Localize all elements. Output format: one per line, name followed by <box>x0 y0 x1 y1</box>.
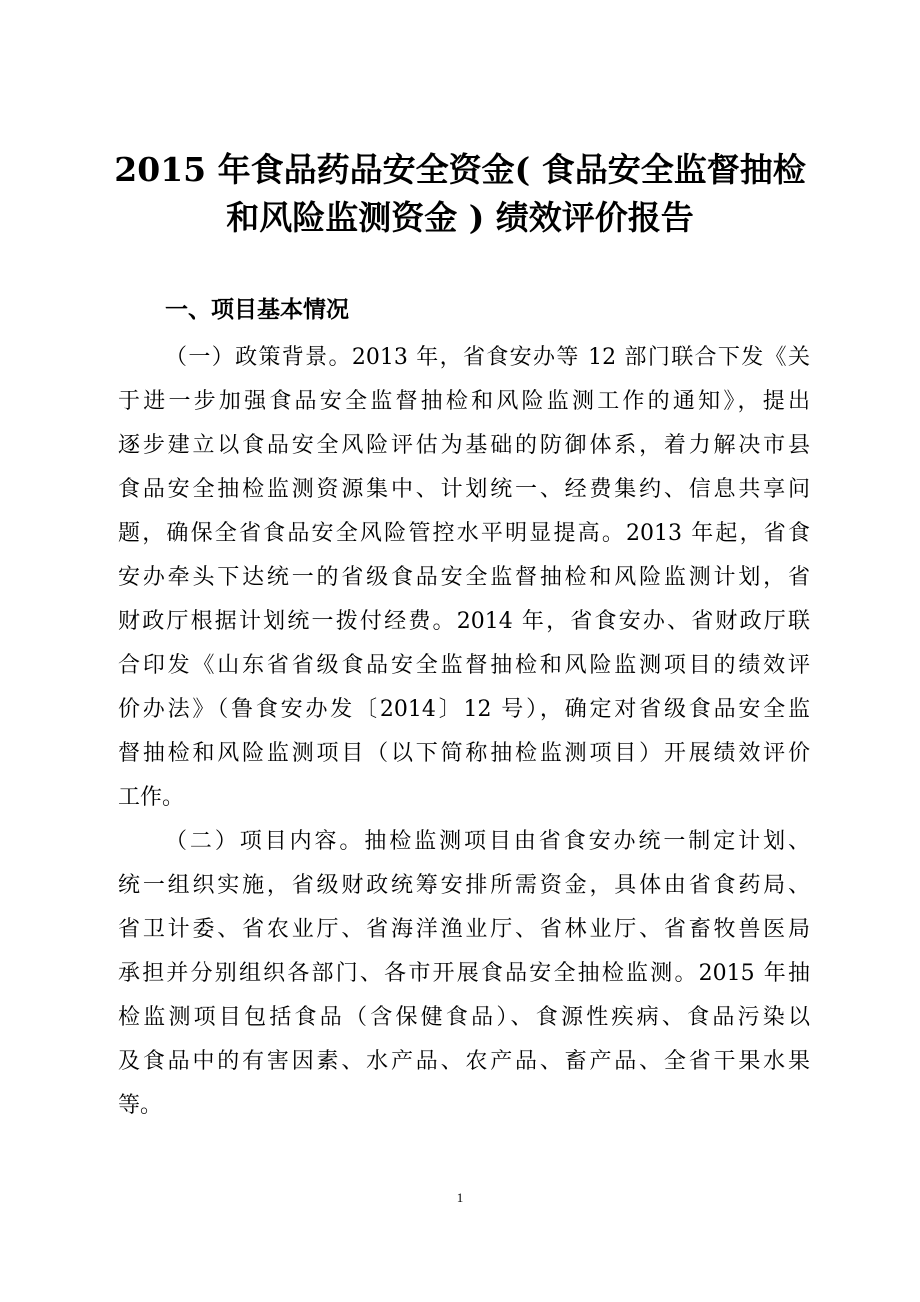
paragraph-2-line: 等。 <box>118 1093 163 1118</box>
document-title-line-2: 和风险监测资金 ) 绩效评价报告 <box>226 198 694 237</box>
paragraph-1-line: 工作。 <box>118 785 185 810</box>
paragraph-2-line: 承担并分别组织各部门、各市开展食品安全抽检监测。2015 年抽 <box>118 961 810 986</box>
paragraph-2-line: （二）项目内容。抽检监测项目由省食安办统一制定计划、 <box>165 829 810 854</box>
document-title-line-1: 2015 年食品药品安全资金( 食品安全监督抽检 <box>114 150 806 189</box>
page-number: 1 <box>456 1190 464 1205</box>
paragraph-1-line: 于进一步加强食品安全监督抽检和风险监测工作的通知》，提出 <box>118 389 810 414</box>
paragraph-1-line: （一）政策背景。2013 年，省食安办等 12 部门联合下发《关 <box>165 345 810 370</box>
paragraph-1-line: 食品安全抽检监测资源集中、计划统一、经费集约、信息共享问 <box>118 477 810 502</box>
section-heading: 一、项目基本情况 <box>165 297 349 323</box>
paragraph-2-line: 省卫计委、省农业厅、省海洋渔业厅、省林业厅、省畜牧兽医局 <box>118 917 810 942</box>
paragraph-2-line: 及食品中的有害因素、水产品、农产品、畜产品、全省干果水果 <box>118 1049 810 1074</box>
paragraph-1-line: 安办牵头下达统一的省级食品安全监督抽检和风险监测计划，省 <box>118 565 810 590</box>
paragraph-1-line: 财政厅根据计划统一拨付经费。2014 年，省食安办、省财政厅联 <box>118 609 810 634</box>
paragraph-1-line: 督抽检和风险监测项目（以下简称抽检监测项目）开展绩效评价 <box>118 741 810 766</box>
paragraph-2-line: 统一组织实施，省级财政统筹安排所需资金，具体由省食药局、 <box>118 873 810 898</box>
paragraph-1-line: 逐步建立以食品安全风险评估为基础的防御体系，着力解决市县 <box>118 433 810 458</box>
paragraph-1-line: 合印发《山东省省级食品安全监督抽检和风险监测项目的绩效评 <box>118 653 810 678</box>
paragraph-1-line: 价办法》（鲁食安办发〔2014〕12 号），确定对省级食品安全监 <box>118 697 810 722</box>
paragraph-1-line: 题，确保全省食品安全风险管控水平明显提高。2013 年起，省食 <box>118 521 810 546</box>
paragraph-2-line: 检监测项目包括食品（含保健食品）、食源性疾病、食品污染以 <box>118 1005 810 1030</box>
